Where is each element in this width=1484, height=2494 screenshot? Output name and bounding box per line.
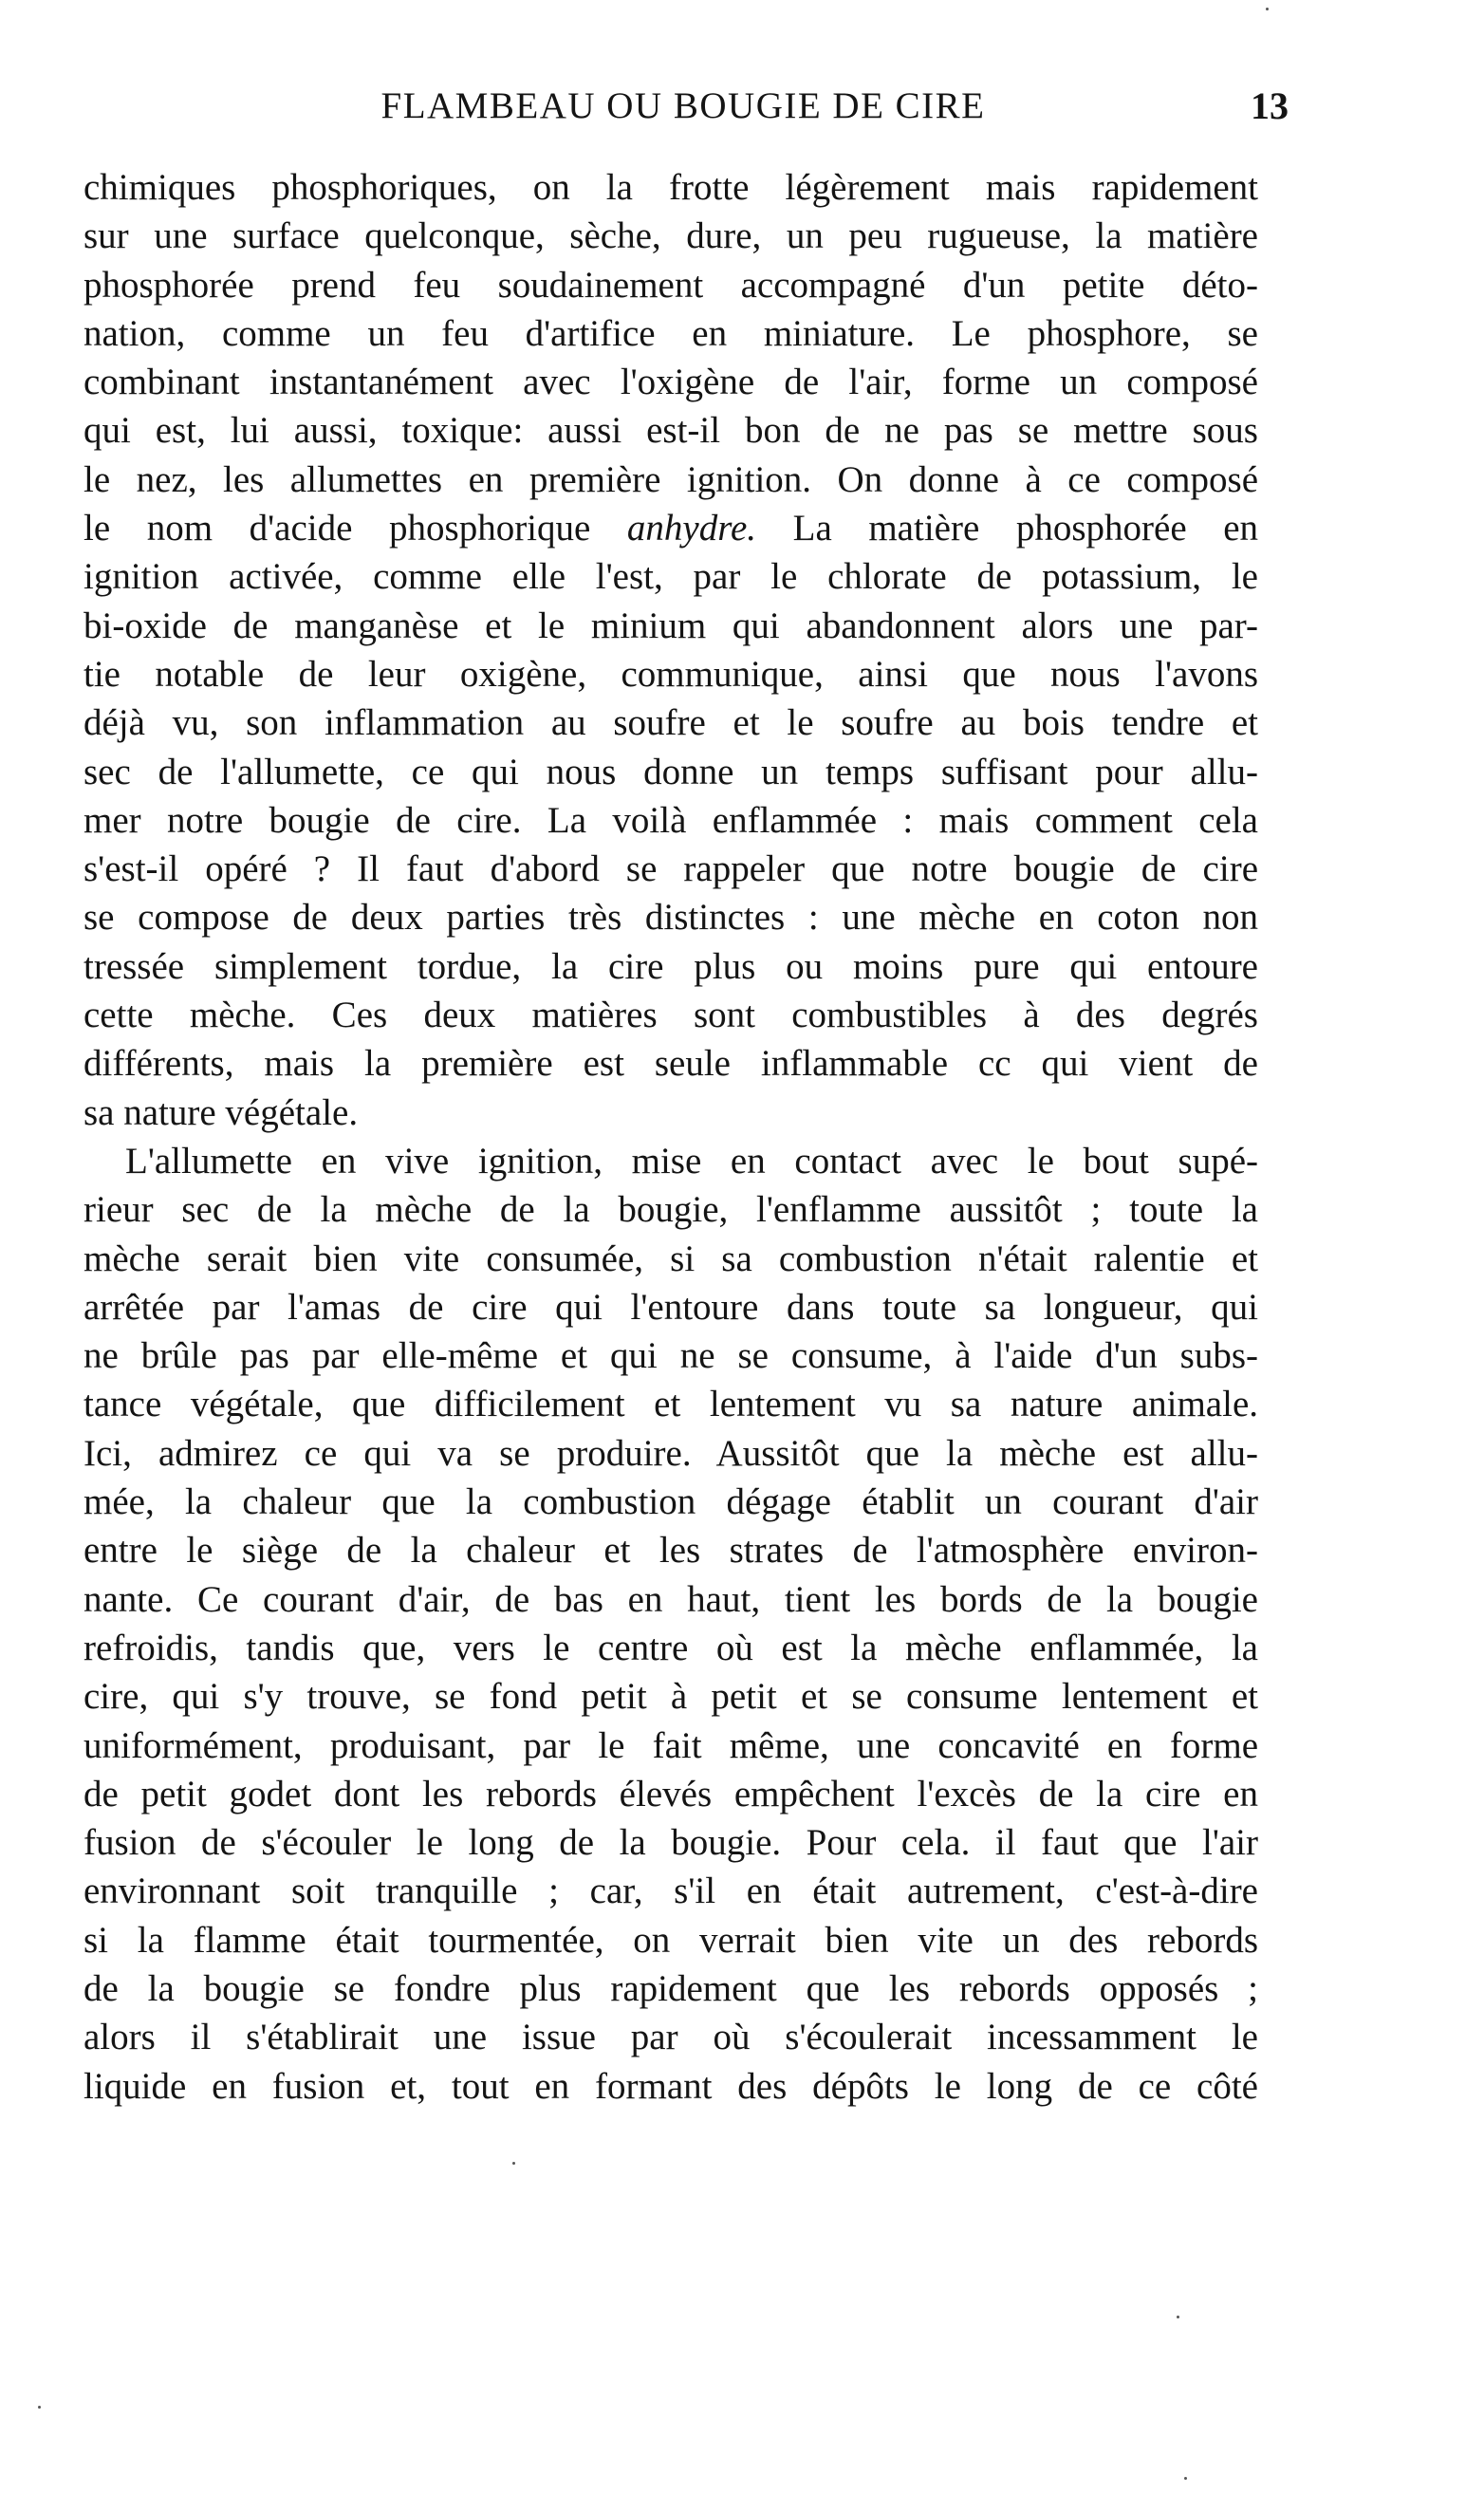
text-segment: La matière phosphorée en: [792, 508, 1259, 549]
text-line: qui est, lui aussi, toxique: aussi est-il bon de ne pas se mettre sous: [83, 410, 1258, 452]
text-line: bi-oxide de manganèse et le minium qui abandonnent alors une par-: [83, 605, 1258, 646]
text-line: alors il s'établirait une issue par où s'écoulerait incessamment le: [83, 2017, 1258, 2058]
text-line: tressée simplement tordue, la cire plus ou moins pure qui entoure: [83, 945, 1258, 987]
text-line: ignition activée, comme elle l'est, par le chlorate de potassium, le: [83, 556, 1258, 598]
text-line: uniformément, produisant, par le fait même, une concavité en forme: [83, 1724, 1258, 1766]
text-line: chimiques phosphoriques, on la frotte légèrement mais rapidement: [83, 167, 1258, 208]
text-line: mèche serait bien vite consumée, si sa combustion n'était ralentie et: [83, 1238, 1258, 1279]
text-line: si la flamme était tourmentée, on verrait bien vite un des rebords: [83, 1919, 1258, 1961]
print-speck: [1177, 2316, 1179, 2318]
text-line: Ici, admirez ce qui va se produire. Aussitôt que la mèche est allu-: [83, 1432, 1258, 1474]
body-text: [83, 163, 1258, 2111]
text-line: de la bougie se fondre plus rapidement que les rebords opposés ;: [83, 1967, 1258, 2009]
text-line: tance végétale, que difficilement et lentement vu sa nature animale.: [83, 1384, 1258, 1425]
running-title: FLAMBEAU OU BOUGIE DE CIRE: [380, 85, 986, 126]
text-line: ne brûle pas par elle-même et qui ne se consume, à l'aide d'un subs-: [83, 1335, 1258, 1377]
text-line: arrêtée par l'amas de cire qui l'entoure dans toute sa longueur, qui: [83, 1286, 1258, 1328]
text-line: nante. Ce courant d'air, de bas en haut, tient les bords de la bougie: [83, 1578, 1258, 1620]
text-line: sec de l'allumette, ce qui nous donne un temps suffisant pour allu-: [83, 751, 1258, 792]
text-line: cette mèche. Ces deux matières sont combustibles à des degrés: [83, 995, 1258, 1036]
text-line: combinant instantanément avec l'oxigène de l'air, forme un composé: [83, 362, 1258, 403]
text-line: cire, qui s'y trouve, se fond petit à petit et se consume lentement et: [83, 1676, 1258, 1718]
text-line: tie notable de leur oxigène, communique, ainsi que nous l'avons: [83, 653, 1258, 695]
text-line: déjà vu, son inflammation au soufre et le soufre au bois tendre et: [83, 702, 1258, 744]
paragraph-end-line: sa nature végétale.: [83, 1091, 359, 1133]
text-line-mixed: [83, 504, 1258, 552]
print-speck: [512, 2162, 515, 2165]
running-head: [85, 78, 1289, 135]
text-line: s'est-il opéré ? Il faut d'abord se rappeler que notre bougie de cire: [83, 848, 1258, 890]
text-line: le nez, les allumettes en première ignition. On donne à ce composé: [83, 458, 1258, 500]
text-line: différents, mais la première est seule inflammable cc qui vient de: [83, 1043, 1258, 1085]
text-line: refroidis, tandis que, vers le centre où est la mèche enflammée, la: [83, 1627, 1258, 1668]
text-line: phosphorée prend feu soudainement accompagné d'un petite déto-: [83, 264, 1258, 306]
text-line: nation, comme un feu d'artifice en miniature. Le phosphore, se: [83, 312, 1258, 354]
text-line: environnant soit tranquille ; car, s'il en était autrement, c'est-à-dire: [83, 1870, 1258, 1912]
italic-term: anhydre.: [626, 508, 757, 549]
text-line: entre le siège de la chaleur et les strates de l'atmosphère environ-: [83, 1530, 1258, 1572]
text-line: mée, la chaleur que la combustion dégage établit un courant d'air: [83, 1481, 1258, 1523]
text-line: liquide en fusion et, tout en formant des dépôts le long de ce côté: [83, 2065, 1258, 2107]
text-line: sur une surface quelconque, sèche, dure, un peu rugueuse, la matière: [83, 215, 1258, 257]
text-line: mer notre bougie de cire. La voilà enflammée : mais comment cela: [83, 799, 1258, 841]
print-speck: [1266, 8, 1269, 10]
text-line: de petit godet dont les rebords élevés empêchent l'excès de la cire en: [83, 1773, 1258, 1815]
text-line: rieur sec de la mèche de la bougie, l'enflamme aussitôt ; toute la: [83, 1189, 1258, 1231]
text-line: fusion de s'écouler le long de la bougie. Pour cela. il faut que l'air: [83, 1822, 1258, 1864]
paragraph-first-line: L'allumette en vive ignition, mise en contact avec le bout supé-: [125, 1140, 1258, 1182]
page-number: 13: [1251, 84, 1289, 127]
text-segment: le nom d'acide phosphorique: [83, 508, 591, 549]
print-speck: [1184, 2477, 1187, 2480]
text-line: se compose de deux parties très distinctes : une mèche en coton non: [83, 897, 1258, 939]
print-speck: [38, 2406, 41, 2409]
